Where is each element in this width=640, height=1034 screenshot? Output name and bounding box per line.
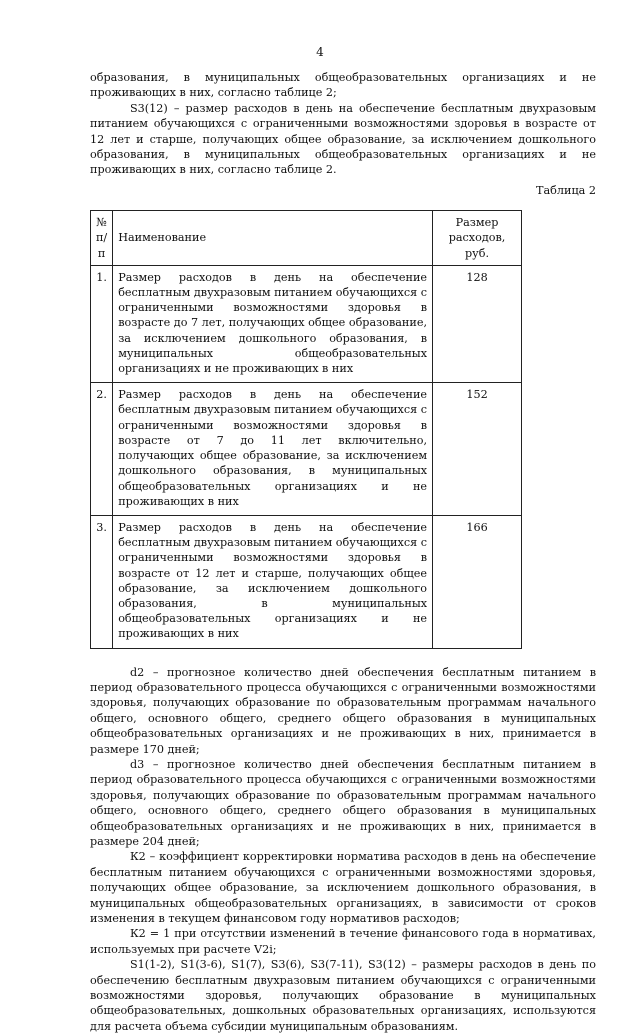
row-number: 2. <box>91 383 113 516</box>
row-number: 3. <box>91 515 113 648</box>
row-number: 1. <box>91 265 113 382</box>
table-row <box>91 265 522 382</box>
table-caption: Таблица 2 <box>536 183 596 197</box>
document-body <box>90 70 596 1034</box>
paragraph-k2: К2 – коэффициент корректировки норматива расходов в день на обеспечение бесплатным питанием обучающихся с ограниченными возможностями здоровья, получающих общее образование, за исключением дошкольного образования, в муниципальных общеобразовательных организациях, в зависимости от сроков изменения в текущем финансовом году нормативов расходов; <box>90 850 596 926</box>
header-number: № п/п <box>91 211 113 266</box>
paragraph-k2-equation: К2 = 1 при отсутствии изменений в течение финансового года в нормативах, используемых при расчете V2i; <box>90 927 596 956</box>
page-number: 4 <box>316 45 324 59</box>
paragraph-d3: d3 – прогнозное количество дней обеспечения бесплатным питанием в период образовательного процесса обучающихся с ограниченными возможностями здоровья, получающих образование по образовательным программам начального общего, основного общего, среднего общего образования в муниципальных общеобразовательных организациях и не проживающих в них, принимается в размере 204 дней; <box>90 757 596 848</box>
header-name: Наименование <box>113 211 433 266</box>
expense-table <box>90 210 522 648</box>
header-value: Размер расходов, руб. <box>433 211 522 266</box>
row-value: 128 <box>433 265 522 382</box>
table-header-row <box>91 211 522 266</box>
intro-paragraph-s3-12: S3(12) – размер расходов в день на обеспечение бесплатным двухразовым питанием обучающихся с ограниченными возможностями здоровья в возрасте от 12 лет и старше, получающих общее образование, за исключением дошкольного образования, в муниципальных общеобразовательных организациях и не проживающих в них, согласно таблице 2. <box>90 101 596 177</box>
row-value: 166 <box>433 515 522 648</box>
row-name: Размер расходов в день на обеспечение бесплатным двухразовым питанием обучающихся с ограниченными возможностями здоровья в возрасте до 7 лет, получающих общее образование, за исключением дошкольного образования, в муниципальных общеобразовательных организациях и не проживающих в них <box>113 265 433 382</box>
paragraph-d2: d2 – прогнозное количество дней обеспечения бесплатным питанием в период образовательного процесса обучающихся с ограниченными возможностями здоровья, получающих образование по образовательным программам начального общего, основного общего, среднего общего образования в муниципальных общеобразовательных организациях и не проживающих в них, принимается в размере 170 дней; <box>90 665 596 756</box>
intro-paragraph-1: образования, в муниципальных общеобразовательных организациях и не проживающих в них, согласно таблице 2; <box>90 71 596 100</box>
table-row <box>91 383 522 516</box>
row-value: 152 <box>433 383 522 516</box>
row-name: Размер расходов в день на обеспечение бесплатным двухразовым питанием обучающихся с ограниченными возможностями здоровья в возрасте от 7 до 11 лет включительно, получающих общее образование, за исключением дошкольного образования, в муниципальных общеобразовательных организациях и не проживающих в них <box>113 383 433 516</box>
paragraph-s-list: S1(1-2), S1(3-6), S1(7), S3(6), S3(7-11), S3(12) – размеры расходов в день по обеспечению бесплатным двухразовым питанием обучающихся с ограниченными возможностями здоровья, получающих образование в муниципальных общеобразовательных, дошкольных образовательных организациях, используются для расчета объема субсидии муниципальным образованиям. <box>90 958 596 1033</box>
row-name: Размер расходов в день на обеспечение бесплатным двухразовым питанием обучающихся с ограниченными возможностями здоровья в возрасте от 12 лет и старше, получающих общее образование, за исключением дошкольного образования, в муниципальных общеобразовательных организациях и не проживающих в них <box>113 515 433 648</box>
table-row <box>91 515 522 648</box>
